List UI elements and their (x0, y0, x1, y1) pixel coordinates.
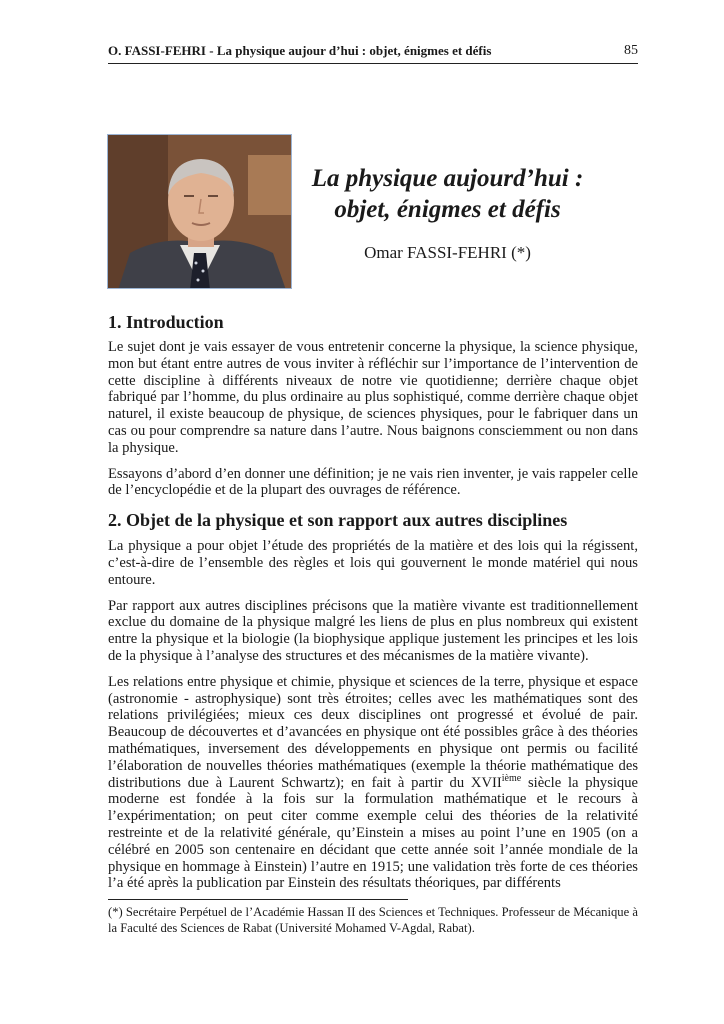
page-number: 85 (624, 43, 638, 58)
paragraph: Essayons d’abord d’en donner une définition; je ne vais rien inventer, je vais rappeler celle de l’encyclopédie et de la plupart des ouvrages de référence. (108, 465, 638, 499)
author-portrait-photo (107, 134, 292, 289)
author-name: Omar FASSI-FEHRI (*) (364, 243, 531, 262)
superscript: ième (501, 772, 522, 784)
paragraph: La physique a pour objet l’étude des propriétés de la matière et des lois qui la régissent, c’est-à-dire de l’ensemble des règles et lois qui gouvernent le monde matériel qui nous entoure. (108, 538, 638, 588)
paragraph-part: siècle la physique moderne est fondée à la fois sur la formulation mathématique et le recours à l’expérimentation; on peut citer comme exemple celui des théories de la relativité restreinte et de la relativité générale, qu’Einstein a mises au point l’une en 1905 (on a célébré en 2005 son centenaire en décidant que cette année soit l’année mondiale de la physique en hommage à Einstein) l’autre en 1915; une validation très forte de ces théories l’a été après la publication par Einstein des résultats théoriques, par différents (108, 774, 638, 892)
paragraph: Par rapport aux autres disciplines précisons que la matière vivante est traditionnellement exclue du domaine de la physique malgré les liens de plus en plus nombreux qui existent entre la physique et la biologie (la biophysique applique justement les principes et les lois de la physique à l’analyse des structures et des mécanismes de la matière vivante). (108, 597, 638, 664)
portrait-icon (108, 135, 292, 289)
footnote: (*) Secrétaire Perpétuel de l’Académie Hassan II des Sciences et Techniques. Professeur de Mécanique à la Faculté des Sciences de Rabat (Université Mohamed V-Agdal, Rabat). (108, 905, 638, 935)
running-head (108, 41, 638, 64)
article-body (108, 311, 638, 892)
paragraph-part: Les relations entre physique et chimie, physique et sciences de la terre, physique et espace (astronomie - astrophysique) sont très étroites; celles avec les mathématiques sont des relations privilégiées; mieux ces deux disciplines ont progressé et évolué de pair. Beaucoup de découvertes et d’avancées en physique ont été possibles grâce à des théories mathématiques, inversement des développements en physique ont permis ou facilité l’élaboration de nouvelles théories mathématiques (exemple la théorie mathématique des distributions due à Laurent Schwartz); en fait à partir du XVII (108, 673, 638, 791)
article-title-line-1: La physique aujourd’hui : (311, 165, 584, 192)
article-title-block (300, 163, 595, 263)
section-heading-objet: 2. Objet de la physique et son rapport aux autres disciplines (108, 510, 568, 531)
running-head-title: O. FASSI-FEHRI - La physique aujour d’hui : objet, énigmes et défis (108, 43, 492, 58)
article-title-line-2: objet, énigmes et défis (334, 196, 561, 223)
paragraph (108, 674, 638, 892)
section-heading-introduction: 1. Introduction (108, 312, 224, 332)
paragraph: Le sujet dont je vais essayer de vous entretenir concerne la physique, la science physique, mon but étant entre autres de vous inviter à réfléchir sur l’importance de l’intervention de cette discipline à différents niveaux de notre vie quotidienne; derrière chaque objet fabriqué par l’homme, du plus ordinaire au plus sophistiqué, comme derrière chaque objet naturel, il existe beaucoup de physique, de sciences physiques, pour le fabriquer dans un cas ou pour comprendre sa nature dans l’autre. Nous baignons consciemment ou non dans la physique. (108, 339, 638, 456)
footnote-rule (108, 899, 408, 900)
